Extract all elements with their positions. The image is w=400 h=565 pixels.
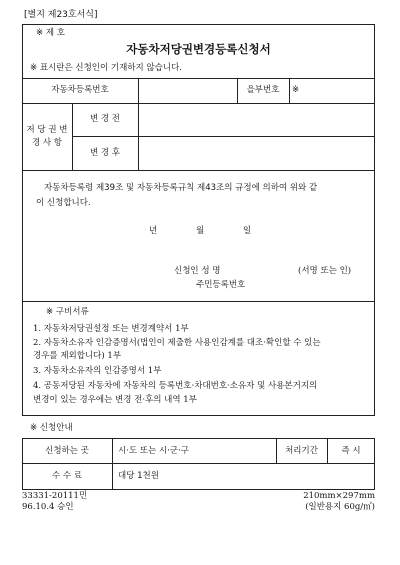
form-label: [별지 제23호서식] — [24, 10, 98, 20]
change-after-label: 변 경 후 — [89, 148, 121, 158]
document-item: 경우를 제외합니다) 1부 — [33, 351, 122, 361]
change-section-label-2: 경 사 항 — [31, 138, 63, 148]
footer-paper-size: 210mm×297mm — [303, 491, 375, 501]
guide-fee-label: 수 수 료 — [51, 471, 83, 481]
document-item: 3. 자동차소유자의 인감증명서 1부 — [33, 366, 162, 376]
document-item: 4. 공동저당된 자동차에 자동차의 등록번호·차대번호·소유자 및 사용본거지의 — [33, 381, 318, 391]
reg-serial-mark: ※ — [292, 85, 300, 95]
date-year: 년 — [149, 226, 158, 236]
document-item: 2. 자동차소유자 인감증명서(법인이 제출한 사용인감계를 대조·확인할 수 있는 — [33, 338, 321, 348]
guide-place-label: 신청하는 곳 — [45, 446, 89, 456]
notice-text: ※ 표시란은 신청인이 기재하지 않습니다. — [30, 63, 183, 73]
footer-paper-type: (일반용지 60g/㎡) — [305, 502, 375, 512]
change-section-label-1: 저 당 권 변 — [26, 125, 68, 135]
guide-place-value: 시·도 또는 시·군·구 — [118, 446, 189, 456]
applicant-id-label: 주민등록번호 — [196, 280, 246, 290]
change-before-label: 변 경 전 — [89, 114, 121, 124]
footer-approval: 96.10.4 승인 — [22, 502, 74, 512]
document-item: 변경이 있는 경우에는 변경 전·후의 내역 1부 — [33, 395, 197, 405]
reg-serial-label: 을부번호 — [246, 85, 280, 95]
document-item: 1. 자동차저당권설정 또는 변경계약서 1부 — [33, 324, 189, 334]
receipt-no-label: ※ 제 호 — [36, 28, 65, 38]
applicant-sign-note: (서명 또는 인) — [298, 266, 352, 276]
statement-line-1: 자동차등록령 제39조 및 자동차등록규칙 제43조의 규정에 의하여 위와 같 — [44, 183, 318, 193]
reg-no-label: 자동차등록번호 — [51, 85, 109, 95]
guide-fee-value: 대당 1천원 — [118, 471, 159, 481]
page-title: 자동차저당권변경등록신청서 — [126, 42, 271, 56]
applicant-name-label: 신청인 성 명 — [174, 266, 221, 276]
statement-line-2: 이 신청합니다. — [36, 198, 91, 208]
date-month: 월 — [196, 226, 205, 236]
guide-period-label: 처리기간 — [285, 446, 318, 456]
footer-form-code: 33331-20111민 — [22, 491, 88, 501]
guide-heading: ※ 신청안내 — [30, 423, 73, 433]
documents-heading: ※ 구비서류 — [46, 307, 89, 317]
guide-period-value: 즉 시 — [341, 446, 361, 456]
date-day: 일 — [243, 226, 252, 236]
